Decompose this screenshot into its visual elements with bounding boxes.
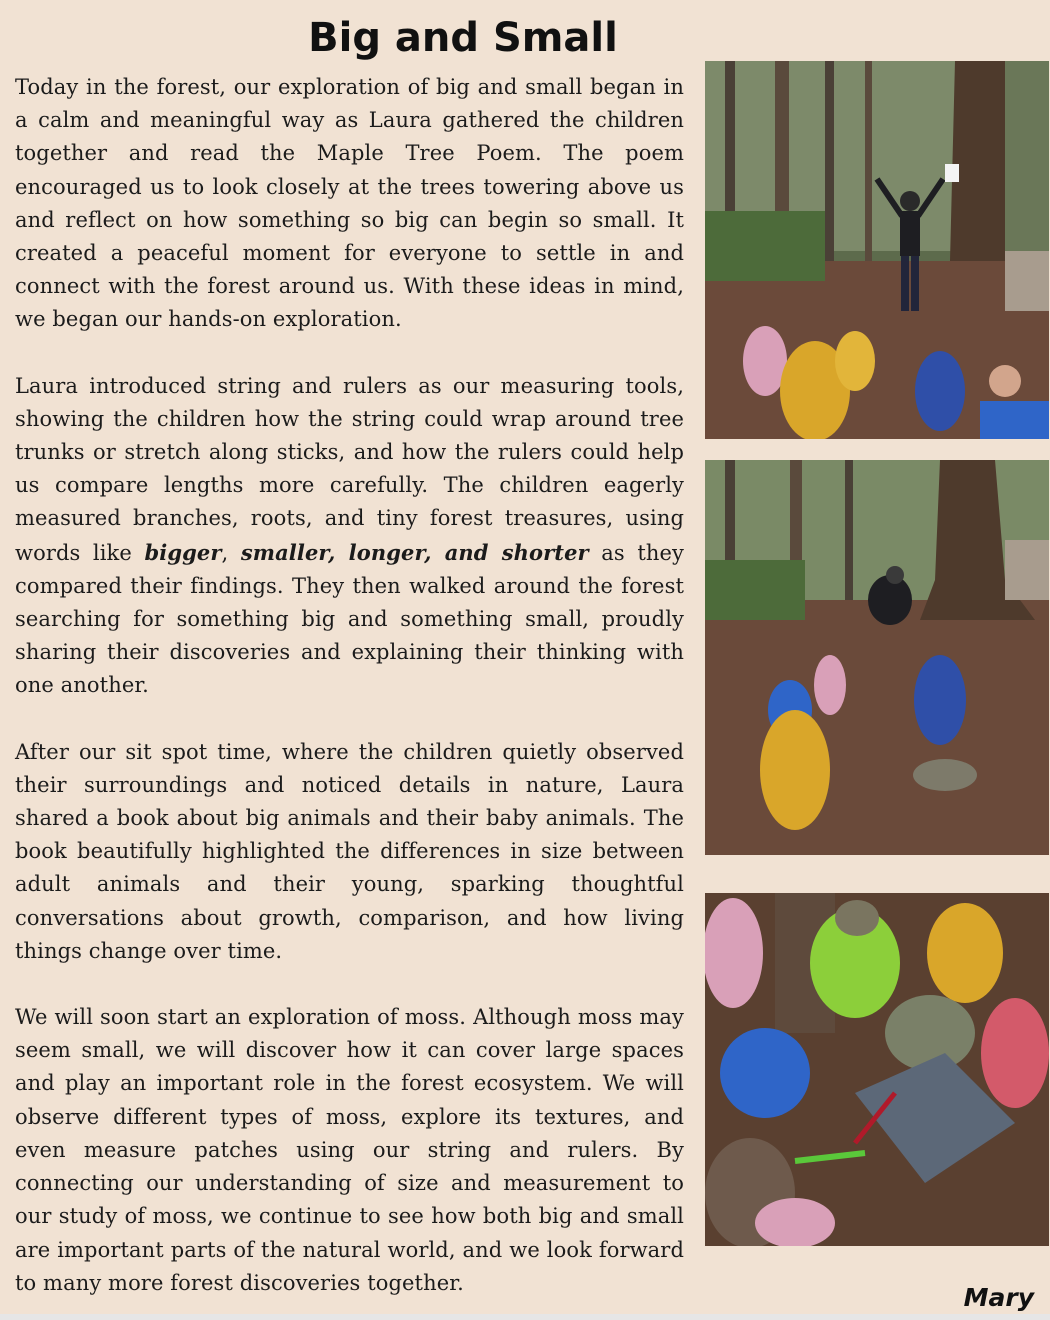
paragraph-text: Laura introduced string and rulers as our measuring tools, showing the children how the string could wrap around tree trunks or stretch along sticks, and how the rulers could help us compare lengths more carefully. The children eagerly measured branches, roots, and tiny forest treasures, using words like xyxy=(15,373,684,565)
photo-children-measuring xyxy=(705,460,1049,855)
page-title: Big and Small xyxy=(308,15,618,61)
paragraph-text: , xyxy=(221,540,241,565)
article-body xyxy=(15,71,684,1300)
signature: Mary xyxy=(963,1283,1034,1312)
paragraph xyxy=(15,71,684,337)
paragraph-text: Today in the forest, our exploration of big and small began in a calm and meaningful way as Laura gathered the children together and read the Maple Tree Poem. The poem encouraged us to look closely at the trees towering above us and reflect on how something so big can begin so small. It created a peaceful moment for everyone to settle in and connect with the forest around us. With these ideas in mind, we began our hands-on exploration. xyxy=(15,75,684,332)
paragraph-text: After our sit spot time, where the children quietly observed their surroundings and noticed details in nature, Laura shared a book about big animals and their baby animals. The book beautifully highlighted the differences in size between adult animals and their young, sparking thoughtful conversations about growth, comparison, and how living things change over time. xyxy=(15,739,684,963)
paragraph-text: as they compared their findings. They then walked around the forest searching for something big and something small, proudly sharing their discoveries and explaining their thinking with one another. xyxy=(15,540,684,698)
paragraph-text: We will soon start an exploration of moss. Although moss may seem small, we will discover how it can cover large spaces and play an important role in the forest ecosystem. We will observe different types of moss, explore its textures, and even measure patches using our string and rulers. By connecting our understanding of size and measurement to our study of moss, we continue to see how both big and small are important parts of the natural world, and we look forward to many more forest discoveries together. xyxy=(15,1005,684,1295)
photo-children-top-down xyxy=(705,893,1049,1246)
emphasized-word: smaller, longer, and shorter xyxy=(240,539,589,565)
paragraph xyxy=(15,370,684,703)
paragraph xyxy=(15,1001,684,1300)
paragraph xyxy=(15,736,684,968)
photo-teacher-by-tree xyxy=(705,61,1049,439)
page-bottom-strip xyxy=(0,1314,1050,1320)
emphasized-word: bigger xyxy=(144,539,222,565)
